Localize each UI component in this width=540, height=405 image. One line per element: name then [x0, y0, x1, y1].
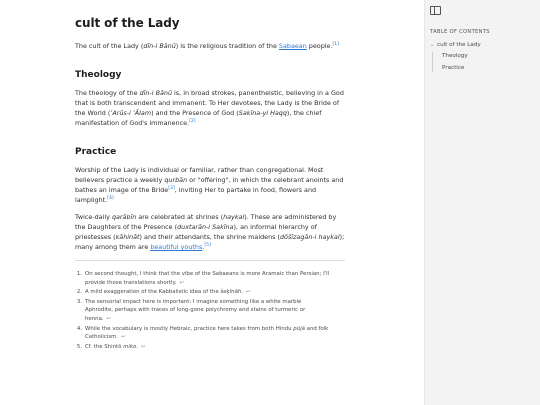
sabaean-link[interactable]: Sabaean: [278, 42, 307, 50]
beautiful-youths-link[interactable]: beautiful youths: [150, 243, 203, 251]
toc-item-theology[interactable]: Theology: [442, 53, 468, 59]
toc-item-practice[interactable]: Practice: [442, 65, 465, 71]
intro-paragraph: The cult of the Lady (dīn-i Bānū) is the religious tradition of the Sabaean people.[1]: [75, 41, 340, 50]
back-arrow-icon[interactable]: ↩: [141, 343, 146, 350]
back-arrow-icon[interactable]: ↩: [121, 334, 126, 341]
footnote-ref-1[interactable]: [1]: [332, 41, 340, 47]
page-title: cult of the Lady: [75, 16, 180, 30]
footnote-item: 4. While the vocabulary is mostly Hebraic, practice here takes from both Hindu pūjā and folk Catholicism. ↩: [76, 325, 329, 341]
practice-paragraph-1: Worship of the Lady is individual or familiar, rather than congregational. Most believers practice a weekly qurbān or "offering", in which the celebrant anoints and bathes an image of the Bride[3], inviting Her to partake in food, flowers and lamplight.[4]: [75, 166, 344, 204]
footnote-ref-5[interactable]: [5]: [204, 242, 211, 248]
theology-paragraph: The theology of the dīn-i Bānū is, in broad strokes, panentheistic, believing in a God that is both transcendent and immanent. To Her devotees, the Lady is the Bride of the World (ʿArūs-i ʿĀlam) and the Presence of God (Sakīna-yi Ḥaqq), the chief manifestation of God's immanence.[2]: [75, 89, 344, 127]
theology-heading: Theology: [75, 70, 122, 80]
practice-paragraph-2: Twice-daily qarābīn are celebrated at shrines (haykal). These are administered by the Daughters of the Presence (duxtarān-i Sakīna), an informal hierarchy of priestesses (kāhināt) and their attendants, the shrine maidens (dōšīzagān-i haykal); many among them are beautiful youths.[5]: [75, 213, 345, 251]
footnotes-list: [75, 270, 345, 351]
back-arrow-icon[interactable]: ↩: [246, 289, 251, 296]
sidebar-toggle-icon[interactable]: [430, 6, 441, 15]
footnote-item: 2. A mild exaggeration of the Kabbalistic idea of the šeḵīnāh. ↩: [76, 289, 251, 296]
toc-item-root[interactable]: ⌄ cult of the Lady: [430, 42, 481, 48]
toc-subsections: [432, 52, 538, 72]
chevron-down-icon[interactable]: ⌄: [430, 42, 435, 48]
practice-heading: Practice: [75, 147, 117, 157]
footnote-ref-4[interactable]: [4]: [107, 195, 114, 201]
table-of-contents: [430, 41, 538, 76]
toc-sidebar: [424, 0, 540, 405]
back-arrow-icon[interactable]: ↩: [179, 279, 185, 286]
footnote-item: 1. On second thought, I think that the vibe of the Sabaeans is more Aramaic than Persian; I'll provide those translations shortly. ↩: [76, 271, 330, 286]
toc-title: TABLE OF CONTENTS: [430, 29, 490, 35]
footnote-item: 3. The sensorial impact here is important: I imagine something like a white marble Aphrodite, perhaps with traces of long-gone polychromy and stains of turmeric or henna. ↩: [76, 298, 306, 322]
footnotes-divider: [75, 260, 345, 261]
back-arrow-icon[interactable]: ↩: [106, 315, 112, 322]
footnote-item: 5. Cf. the Shintō miko. ↩: [76, 343, 146, 350]
footnote-ref-3[interactable]: [3]: [168, 185, 175, 191]
footnote-ref-2[interactable]: [2]: [189, 118, 196, 124]
article-content: [75, 16, 345, 351]
